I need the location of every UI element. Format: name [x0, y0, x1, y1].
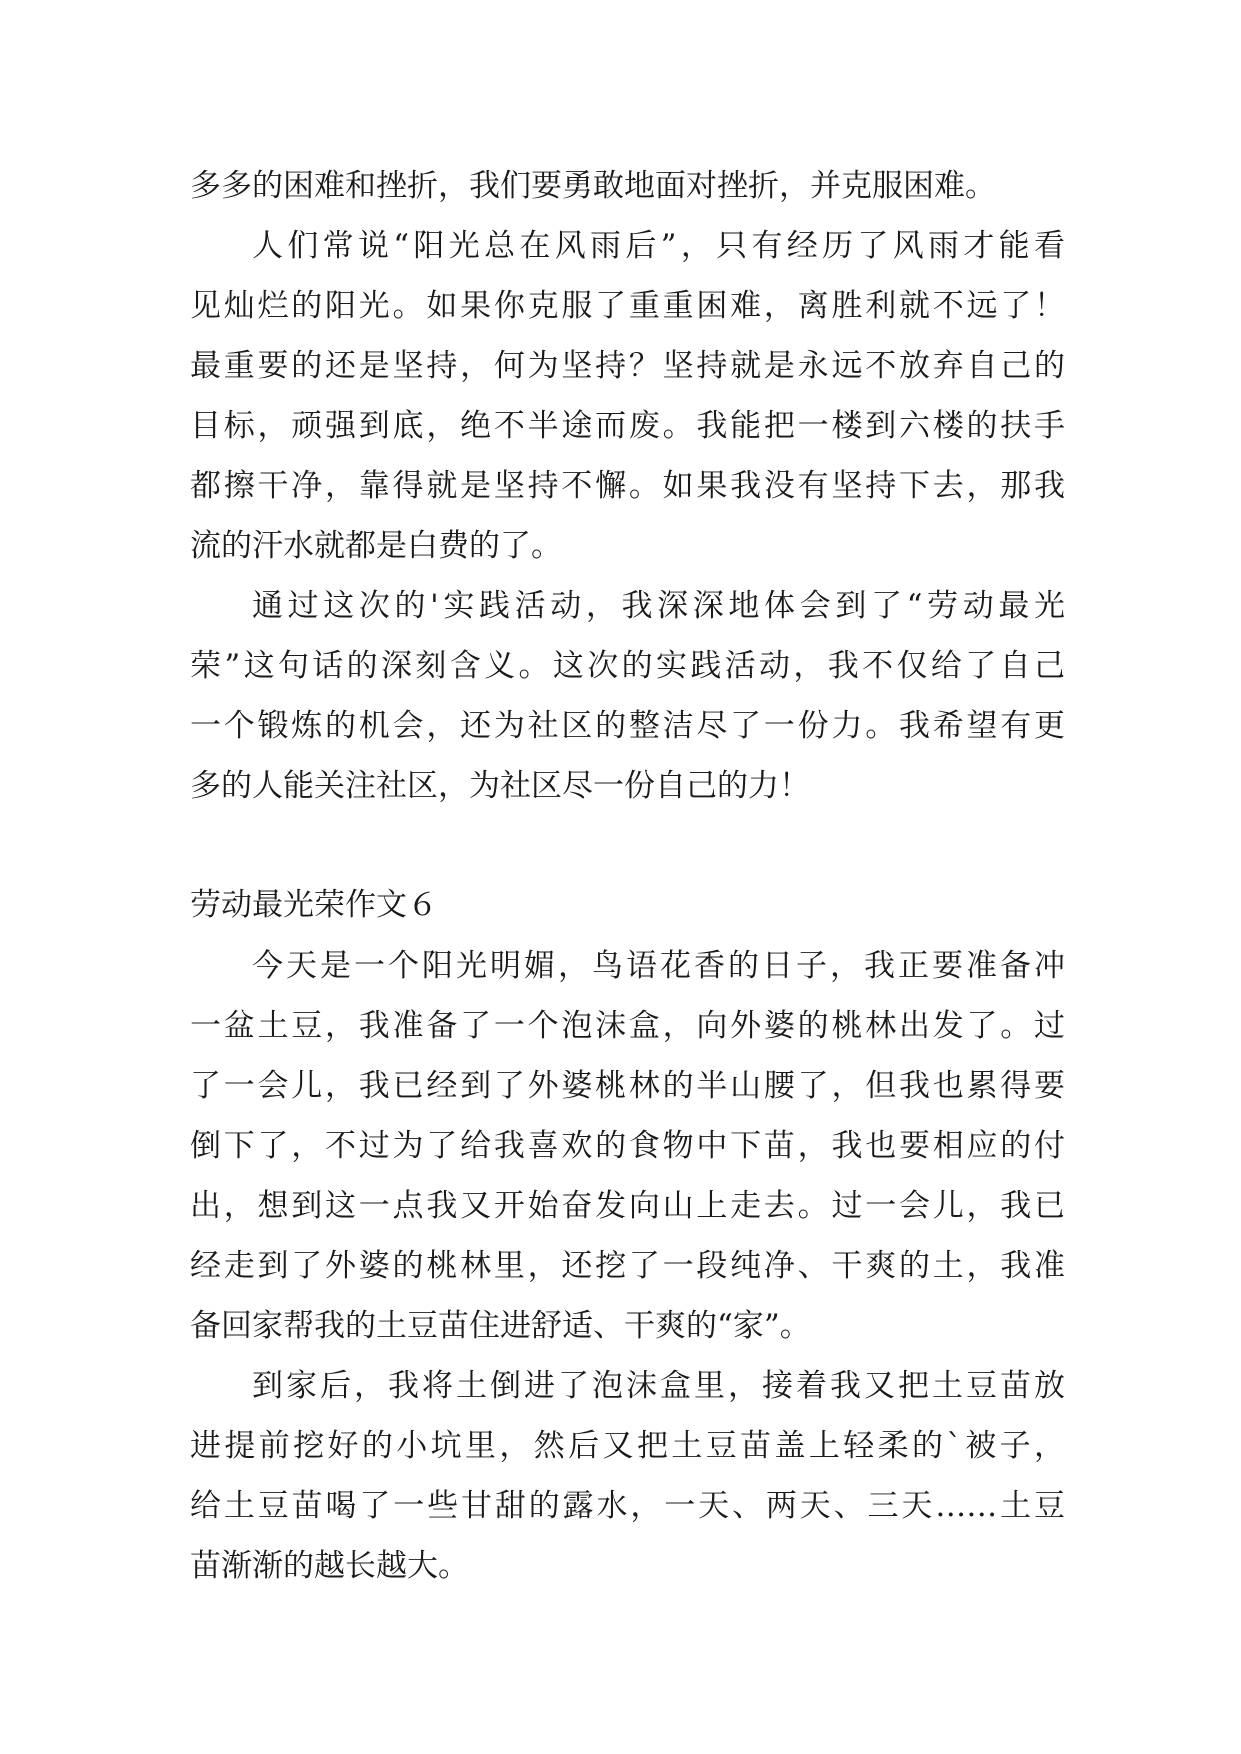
paragraph-3-line-1: 通过这次的'实践活动，我深深地体会到了“劳动最光: [252, 588, 1065, 624]
paragraph-4-line-2: 一盆土豆，我准备了一个泡沫盒，向外婆的桃林出发了。过: [190, 1008, 1065, 1044]
paragraph-4-line-7: 备回家帮我的土豆苗住进舒适、干爽的“家”。: [190, 1308, 811, 1344]
paragraph-2-line-5: 都擦干净，靠得就是坚持不懈。如果我没有坚持下去，那我: [190, 468, 1065, 504]
paragraph-5-line-1: 到家后，我将土倒进了泡沫盒里，接着我又把土豆苗放: [252, 1368, 1065, 1404]
paragraph-4-line-5: 出，想到这一点我又开始奋发向山上走去。过一会儿，我已: [190, 1188, 1065, 1224]
paragraph-5-line-4: 苗渐渐的越长越大。: [190, 1548, 469, 1584]
paragraph-2-line-2: 见灿烂的阳光。如果你克服了重重困难，离胜利就不远了！: [190, 288, 1065, 324]
paragraph-5-line-2: 进提前挖好的小坑里，然后又把土豆苗盖上轻柔的`被子，: [190, 1428, 1065, 1464]
paragraph-2-line-1: 人们常说“阳光总在风雨后”，只有经历了风雨才能看: [252, 228, 1065, 264]
paragraph-2-line-3: 最重要的还是坚持，何为坚持？坚持就是永远不放弃自己的: [190, 348, 1065, 384]
paragraph-4-line-3: 了一会儿，我已经到了外婆桃林的半山腰了，但我也累得要: [190, 1068, 1065, 1104]
paragraph-1-line-1: 多多的困难和挫折，我们要勇敢地面对挫折，并克服困难。: [190, 168, 996, 204]
paragraph-3-line-4: 多的人能关注社区，为社区尽一份自己的力！: [190, 768, 810, 804]
paragraph-4-line-6: 经走到了外婆的桃林里，还挖了一段纯净、干爽的土，我准: [190, 1248, 1065, 1284]
section-title: 劳动最光荣作文６: [190, 887, 438, 923]
paragraph-5-line-3: 给土豆苗喝了一些甘甜的露水，一天、两天、三天……土豆: [190, 1488, 1065, 1524]
paragraph-3-line-2: 荣”这句话的深刻含义。这次的实践活动，我不仅给了自己: [190, 648, 1065, 684]
paragraph-4-line-1: 今天是一个阳光明媚，鸟语花香的日子，我正要准备冲: [252, 948, 1065, 984]
paragraph-3-line-3: 一个锻炼的机会，还为社区的整洁尽了一份力。我希望有更: [190, 708, 1065, 744]
paragraph-2-line-6: 流的汗水就都是白费的了。: [190, 528, 562, 564]
paragraph-2-line-4: 目标，顽强到底，绝不半途而废。我能把一楼到六楼的扶手: [190, 408, 1065, 444]
paragraph-4-line-4: 倒下了，不过为了给我喜欢的食物中下苗，我也要相应的付: [190, 1128, 1065, 1164]
